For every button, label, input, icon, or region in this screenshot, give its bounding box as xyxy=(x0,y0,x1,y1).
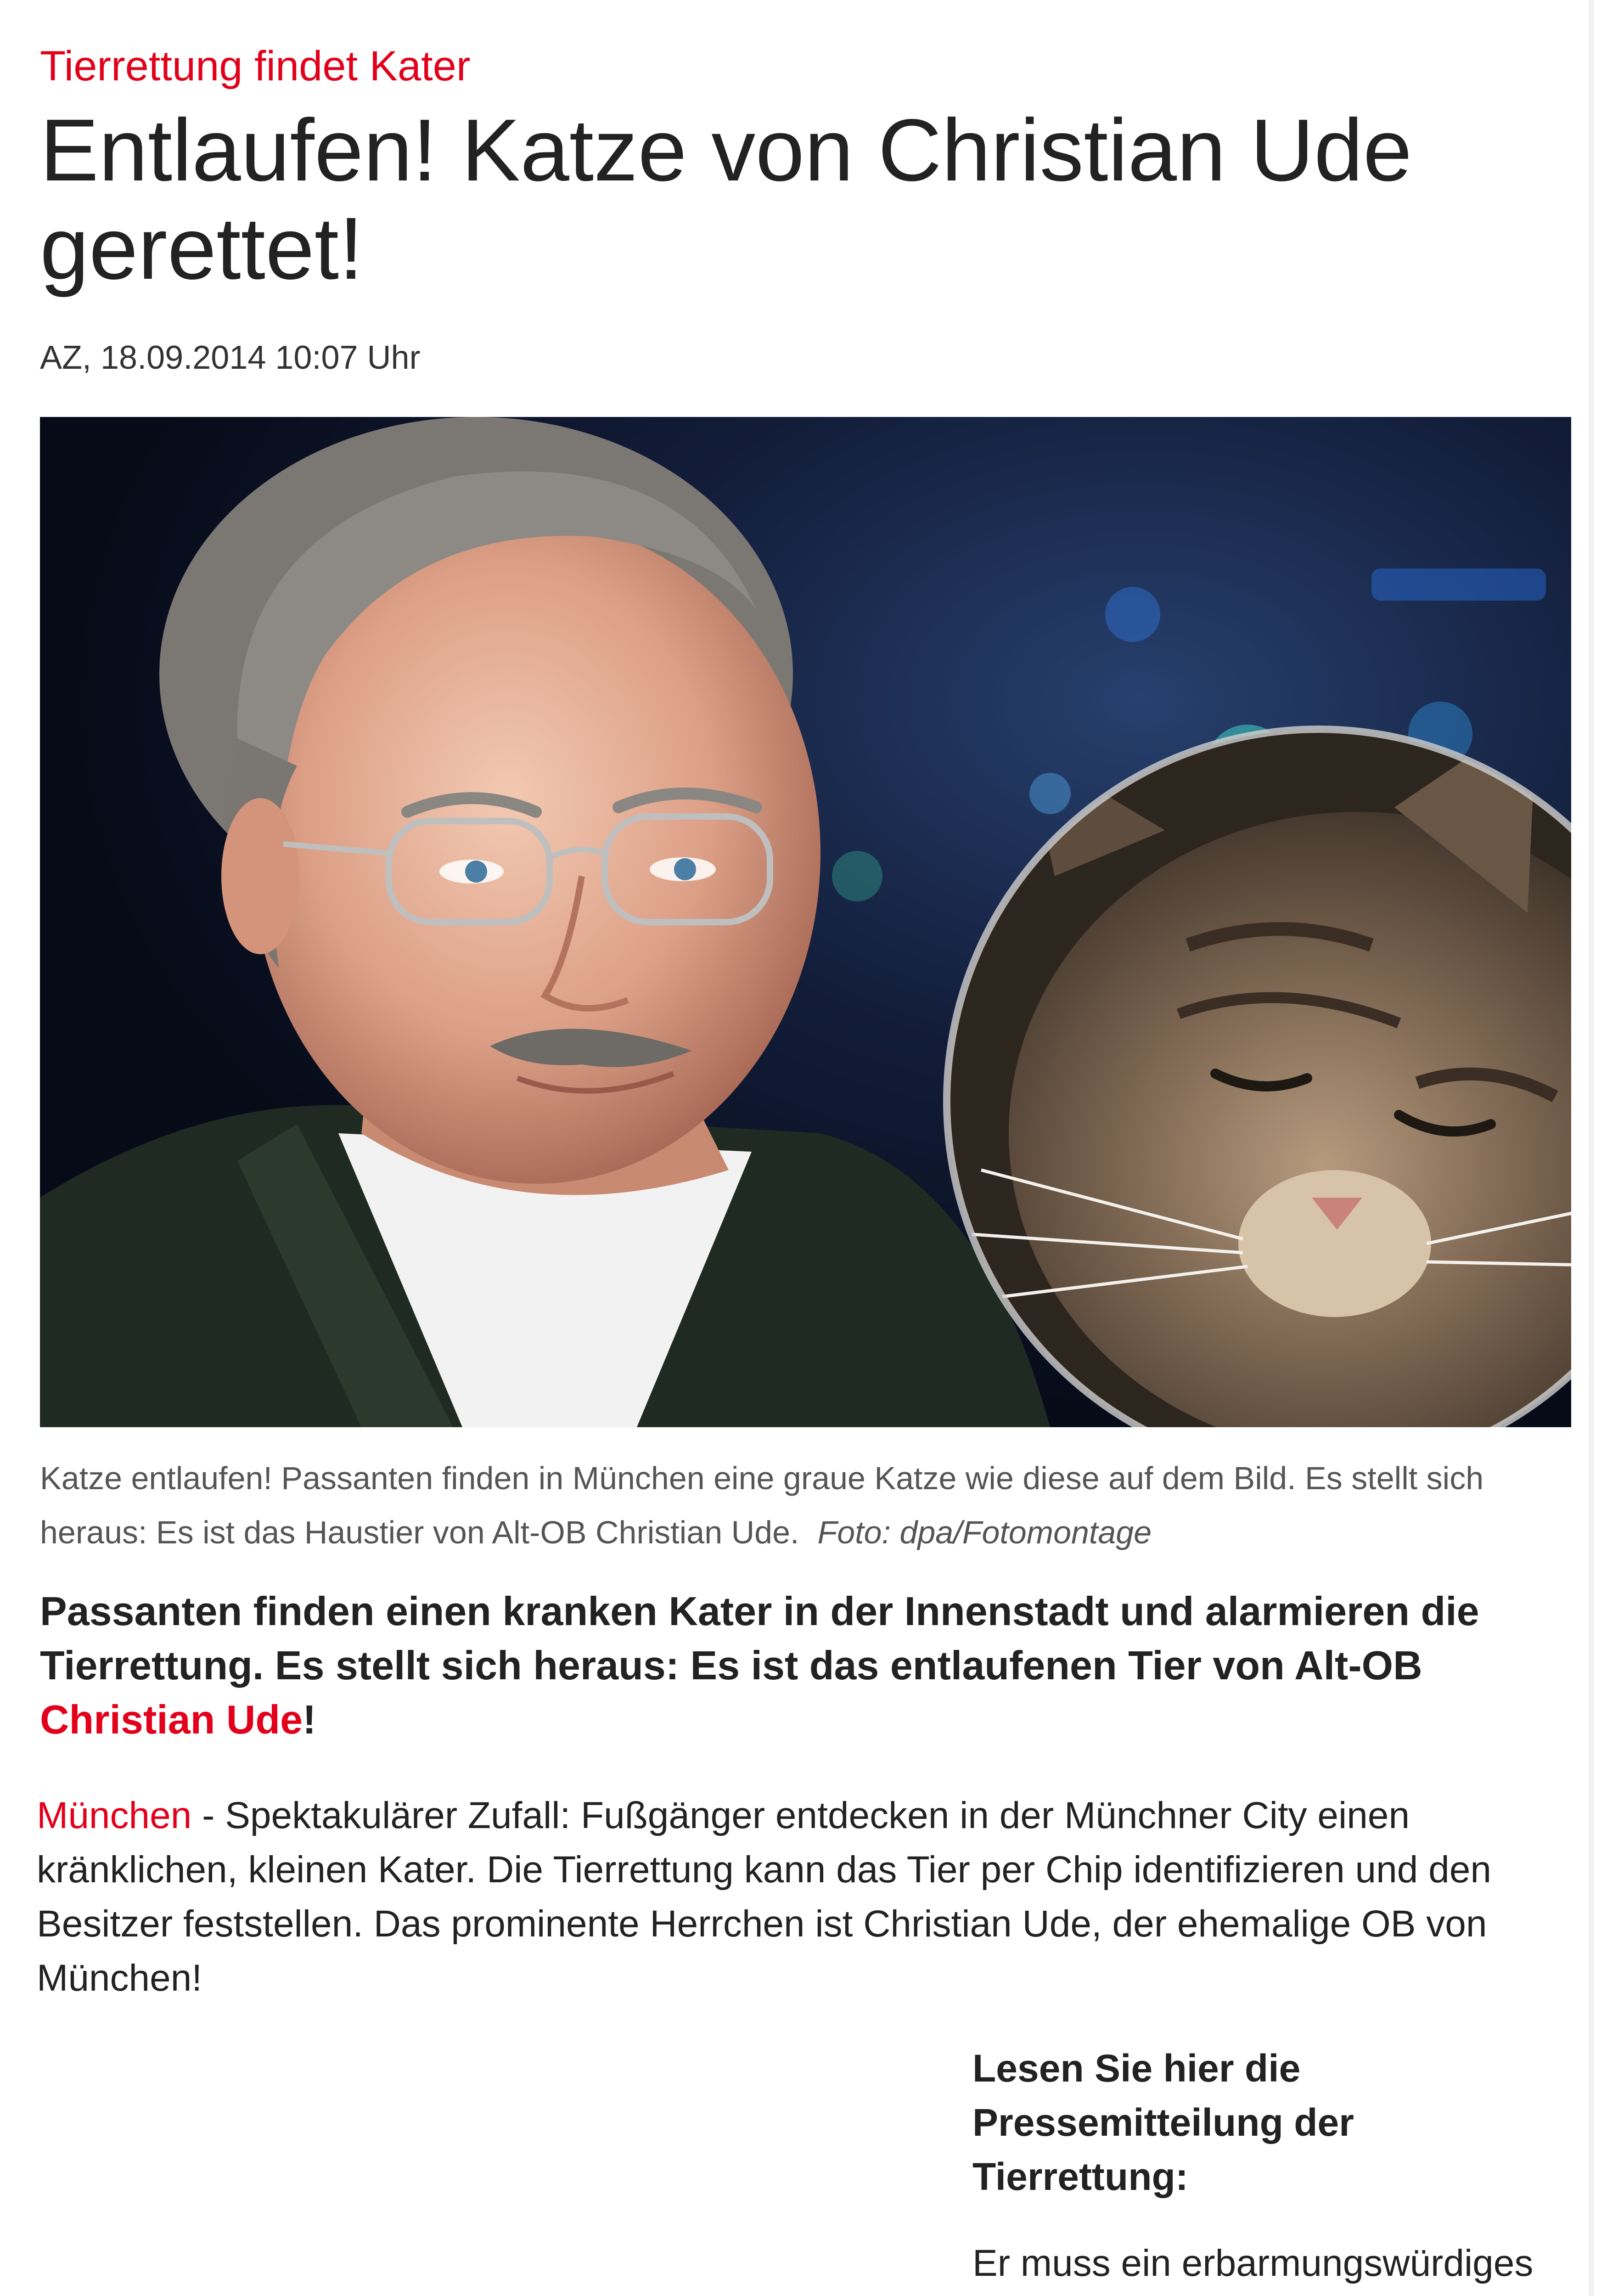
hero-photo-montage[interactable] xyxy=(40,417,1571,1427)
image-credit: Foto: dpa/Fotomontage xyxy=(817,1514,1152,1550)
christian-ude-link[interactable]: Christian Ude xyxy=(40,1697,303,1742)
image-caption-text: Katze entlaufen! Passanten finden in München eine graue Katze wie diese auf dem Bild. Es stellt sich heraus: Es ist das Haustier von Alt-OB Christian Ude. xyxy=(40,1460,1484,1550)
hero-image xyxy=(40,417,1571,1427)
article-kicker: Tierrettung findet Kater xyxy=(40,43,471,90)
press-release-text: Er muss ein erbarmungswürdiges xyxy=(972,2242,1534,2284)
article-headline: Entlaufen! Katze von Christian Ude gerettet! xyxy=(40,101,1412,298)
lead-end: ! xyxy=(303,1697,316,1742)
page-edge-divider xyxy=(1589,0,1594,2296)
article-lead xyxy=(40,1584,1571,1747)
location-link-muenchen[interactable]: München xyxy=(37,1795,192,1836)
press-release-heading: Lesen Sie hier die Pressemitteilung der Tierrettung: xyxy=(972,2047,1354,2198)
paragraph-1-text: - Spektakulärer Zufall: Fußgänger entdecken in der Münchner City einen kränklichen, kleinen Kater. Die Tierrettung kann das Tier per Chip identifizieren und den Besitzer feststellen. Das prominente Herrchen ist Christian Ude, der ehemalige OB von München! xyxy=(37,1795,1491,1999)
article-paragraph-1 xyxy=(37,1789,1561,2005)
lead-text: Passanten finden einen kranken Kater in der Innenstadt und alarmieren die Tierrettung. Es stellt sich heraus: Es ist das entlaufenen Tier von Alt-OB xyxy=(40,1588,1479,1688)
article-dateline: AZ, 18.09.2014 10:07 Uhr xyxy=(40,339,421,376)
image-caption xyxy=(40,1451,1571,1559)
